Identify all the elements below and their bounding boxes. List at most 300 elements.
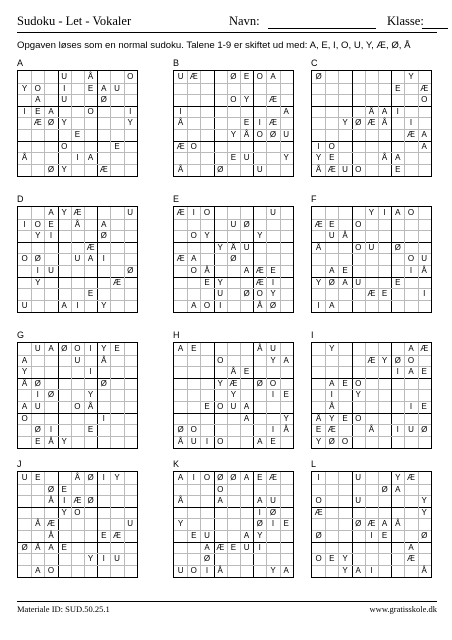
empty-cell[interactable]: [227, 518, 240, 530]
empty-cell[interactable]: [404, 83, 417, 95]
empty-cell[interactable]: [18, 565, 31, 577]
empty-cell[interactable]: [124, 300, 137, 312]
empty-cell[interactable]: [71, 553, 84, 565]
empty-cell[interactable]: [325, 106, 338, 118]
empty-cell[interactable]: [312, 117, 325, 129]
empty-cell[interactable]: [110, 94, 123, 106]
empty-cell[interactable]: [174, 507, 187, 519]
empty-cell[interactable]: [110, 207, 123, 219]
empty-cell[interactable]: [240, 507, 253, 519]
empty-cell[interactable]: [391, 71, 404, 83]
empty-cell[interactable]: [266, 401, 279, 413]
empty-cell[interactable]: [18, 389, 31, 401]
empty-cell[interactable]: [124, 83, 137, 95]
empty-cell[interactable]: [187, 389, 200, 401]
empty-cell[interactable]: [280, 366, 293, 378]
empty-cell[interactable]: [365, 265, 378, 277]
empty-cell[interactable]: [71, 265, 84, 277]
empty-cell[interactable]: [280, 207, 293, 219]
empty-cell[interactable]: [312, 265, 325, 277]
empty-cell[interactable]: [240, 424, 253, 436]
empty-cell[interactable]: [84, 164, 97, 176]
empty-cell[interactable]: [325, 484, 338, 496]
empty-cell[interactable]: [325, 288, 338, 300]
empty-cell[interactable]: [404, 288, 417, 300]
empty-cell[interactable]: [58, 219, 71, 231]
empty-cell[interactable]: [253, 565, 266, 577]
empty-cell[interactable]: [187, 484, 200, 496]
empty-cell[interactable]: [200, 94, 213, 106]
empty-cell[interactable]: [227, 106, 240, 118]
empty-cell[interactable]: [18, 277, 31, 289]
empty-cell[interactable]: [84, 265, 97, 277]
empty-cell[interactable]: [214, 518, 227, 530]
empty-cell[interactable]: [200, 219, 213, 231]
empty-cell[interactable]: [187, 366, 200, 378]
empty-cell[interactable]: [18, 242, 31, 254]
empty-cell[interactable]: [124, 507, 137, 519]
empty-cell[interactable]: [227, 553, 240, 565]
empty-cell[interactable]: [280, 230, 293, 242]
empty-cell[interactable]: [44, 152, 57, 164]
empty-cell[interactable]: [325, 366, 338, 378]
empty-cell[interactable]: [378, 436, 391, 448]
empty-cell[interactable]: [338, 401, 351, 413]
empty-cell[interactable]: [110, 219, 123, 231]
empty-cell[interactable]: [240, 300, 253, 312]
empty-cell[interactable]: [391, 436, 404, 448]
empty-cell[interactable]: [253, 553, 266, 565]
empty-cell[interactable]: [391, 542, 404, 554]
empty-cell[interactable]: [84, 94, 97, 106]
empty-cell[interactable]: [280, 71, 293, 83]
empty-cell[interactable]: [253, 207, 266, 219]
empty-cell[interactable]: [240, 83, 253, 95]
empty-cell[interactable]: [124, 424, 137, 436]
empty-cell[interactable]: [174, 366, 187, 378]
empty-cell[interactable]: [174, 389, 187, 401]
empty-cell[interactable]: [365, 378, 378, 390]
empty-cell[interactable]: [365, 495, 378, 507]
empty-cell[interactable]: [18, 265, 31, 277]
empty-cell[interactable]: [18, 164, 31, 176]
empty-cell[interactable]: [227, 207, 240, 219]
empty-cell[interactable]: [352, 94, 365, 106]
empty-cell[interactable]: [391, 389, 404, 401]
empty-cell[interactable]: [31, 413, 44, 425]
empty-cell[interactable]: [44, 300, 57, 312]
empty-cell[interactable]: [365, 253, 378, 265]
empty-cell[interactable]: [352, 129, 365, 141]
empty-cell[interactable]: [31, 288, 44, 300]
empty-cell[interactable]: [338, 253, 351, 265]
empty-cell[interactable]: [378, 389, 391, 401]
empty-cell[interactable]: [58, 530, 71, 542]
empty-cell[interactable]: [391, 413, 404, 425]
empty-cell[interactable]: [124, 389, 137, 401]
empty-cell[interactable]: [404, 242, 417, 254]
empty-cell[interactable]: [391, 507, 404, 519]
empty-cell[interactable]: [253, 389, 266, 401]
empty-cell[interactable]: [214, 230, 227, 242]
empty-cell[interactable]: [58, 230, 71, 242]
empty-cell[interactable]: [418, 542, 431, 554]
empty-cell[interactable]: [391, 288, 404, 300]
empty-cell[interactable]: [418, 219, 431, 231]
empty-cell[interactable]: [312, 230, 325, 242]
empty-cell[interactable]: [404, 300, 417, 312]
empty-cell[interactable]: [214, 389, 227, 401]
empty-cell[interactable]: [338, 129, 351, 141]
empty-cell[interactable]: [71, 164, 84, 176]
empty-cell[interactable]: [391, 141, 404, 153]
empty-cell[interactable]: [240, 230, 253, 242]
empty-cell[interactable]: [338, 242, 351, 254]
empty-cell[interactable]: [418, 389, 431, 401]
empty-cell[interactable]: [325, 472, 338, 484]
empty-cell[interactable]: [227, 507, 240, 519]
empty-cell[interactable]: [325, 253, 338, 265]
empty-cell[interactable]: [352, 507, 365, 519]
empty-cell[interactable]: [110, 484, 123, 496]
empty-cell[interactable]: [227, 565, 240, 577]
empty-cell[interactable]: [71, 484, 84, 496]
empty-cell[interactable]: [378, 253, 391, 265]
empty-cell[interactable]: [391, 530, 404, 542]
empty-cell[interactable]: [71, 94, 84, 106]
empty-cell[interactable]: [71, 378, 84, 390]
empty-cell[interactable]: [31, 141, 44, 153]
empty-cell[interactable]: [44, 288, 57, 300]
empty-cell[interactable]: [280, 484, 293, 496]
empty-cell[interactable]: [352, 253, 365, 265]
empty-cell[interactable]: [266, 366, 279, 378]
empty-cell[interactable]: [253, 424, 266, 436]
empty-cell[interactable]: [280, 253, 293, 265]
empty-cell[interactable]: [84, 436, 97, 448]
empty-cell[interactable]: [31, 71, 44, 83]
empty-cell[interactable]: [174, 300, 187, 312]
empty-cell[interactable]: [58, 265, 71, 277]
empty-cell[interactable]: [365, 436, 378, 448]
empty-cell[interactable]: [338, 530, 351, 542]
empty-cell[interactable]: [280, 495, 293, 507]
empty-cell[interactable]: [338, 389, 351, 401]
empty-cell[interactable]: [110, 389, 123, 401]
empty-cell[interactable]: [187, 288, 200, 300]
empty-cell[interactable]: [124, 542, 137, 554]
empty-cell[interactable]: [58, 518, 71, 530]
empty-cell[interactable]: [312, 484, 325, 496]
empty-cell[interactable]: [174, 152, 187, 164]
empty-cell[interactable]: [214, 530, 227, 542]
empty-cell[interactable]: [391, 378, 404, 390]
empty-cell[interactable]: [227, 117, 240, 129]
empty-cell[interactable]: [84, 507, 97, 519]
empty-cell[interactable]: [97, 366, 110, 378]
empty-cell[interactable]: [97, 141, 110, 153]
empty-cell[interactable]: [391, 94, 404, 106]
empty-cell[interactable]: [253, 366, 266, 378]
empty-cell[interactable]: [352, 553, 365, 565]
empty-cell[interactable]: [280, 472, 293, 484]
empty-cell[interactable]: [31, 129, 44, 141]
empty-cell[interactable]: [365, 129, 378, 141]
empty-cell[interactable]: [44, 277, 57, 289]
empty-cell[interactable]: [84, 207, 97, 219]
empty-cell[interactable]: [214, 207, 227, 219]
empty-cell[interactable]: [404, 219, 417, 231]
empty-cell[interactable]: [31, 495, 44, 507]
empty-cell[interactable]: [418, 71, 431, 83]
empty-cell[interactable]: [365, 152, 378, 164]
empty-cell[interactable]: [31, 507, 44, 519]
empty-cell[interactable]: [280, 141, 293, 153]
empty-cell[interactable]: [325, 117, 338, 129]
empty-cell[interactable]: [253, 242, 266, 254]
empty-cell[interactable]: [110, 265, 123, 277]
empty-cell[interactable]: [378, 565, 391, 577]
empty-cell[interactable]: [240, 378, 253, 390]
empty-cell[interactable]: [110, 542, 123, 554]
empty-cell[interactable]: [418, 378, 431, 390]
empty-cell[interactable]: [187, 106, 200, 118]
empty-cell[interactable]: [110, 436, 123, 448]
empty-cell[interactable]: [187, 164, 200, 176]
empty-cell[interactable]: [280, 507, 293, 519]
empty-cell[interactable]: [97, 129, 110, 141]
empty-cell[interactable]: [110, 507, 123, 519]
name-field[interactable]: [268, 28, 376, 29]
empty-cell[interactable]: [200, 106, 213, 118]
empty-cell[interactable]: [214, 71, 227, 83]
empty-cell[interactable]: [325, 355, 338, 367]
empty-cell[interactable]: [338, 106, 351, 118]
empty-cell[interactable]: [44, 507, 57, 519]
empty-cell[interactable]: [391, 300, 404, 312]
empty-cell[interactable]: [253, 219, 266, 231]
empty-cell[interactable]: [338, 288, 351, 300]
empty-cell[interactable]: [187, 413, 200, 425]
empty-cell[interactable]: [124, 94, 137, 106]
empty-cell[interactable]: [200, 507, 213, 519]
empty-cell[interactable]: [338, 207, 351, 219]
empty-cell[interactable]: [200, 343, 213, 355]
empty-cell[interactable]: [352, 530, 365, 542]
empty-cell[interactable]: [365, 71, 378, 83]
empty-cell[interactable]: [404, 413, 417, 425]
empty-cell[interactable]: [18, 288, 31, 300]
empty-cell[interactable]: [174, 530, 187, 542]
empty-cell[interactable]: [18, 129, 31, 141]
empty-cell[interactable]: [404, 436, 417, 448]
empty-cell[interactable]: [174, 230, 187, 242]
empty-cell[interactable]: [187, 152, 200, 164]
empty-cell[interactable]: [200, 288, 213, 300]
empty-cell[interactable]: [44, 401, 57, 413]
empty-cell[interactable]: [352, 265, 365, 277]
empty-cell[interactable]: [280, 378, 293, 390]
empty-cell[interactable]: [18, 94, 31, 106]
empty-cell[interactable]: [266, 141, 279, 153]
empty-cell[interactable]: [58, 378, 71, 390]
empty-cell[interactable]: [378, 265, 391, 277]
empty-cell[interactable]: [365, 94, 378, 106]
empty-cell[interactable]: [174, 288, 187, 300]
empty-cell[interactable]: [124, 366, 137, 378]
empty-cell[interactable]: [174, 401, 187, 413]
empty-cell[interactable]: [240, 553, 253, 565]
empty-cell[interactable]: [312, 518, 325, 530]
empty-cell[interactable]: [124, 288, 137, 300]
empty-cell[interactable]: [253, 141, 266, 153]
empty-cell[interactable]: [44, 141, 57, 153]
empty-cell[interactable]: [97, 265, 110, 277]
empty-cell[interactable]: [418, 277, 431, 289]
empty-cell[interactable]: [338, 94, 351, 106]
empty-cell[interactable]: [97, 542, 110, 554]
empty-cell[interactable]: [240, 355, 253, 367]
empty-cell[interactable]: [200, 484, 213, 496]
empty-cell[interactable]: [71, 413, 84, 425]
empty-cell[interactable]: [124, 413, 137, 425]
empty-cell[interactable]: [378, 378, 391, 390]
empty-cell[interactable]: [312, 565, 325, 577]
empty-cell[interactable]: [404, 389, 417, 401]
empty-cell[interactable]: [71, 518, 84, 530]
empty-cell[interactable]: [174, 542, 187, 554]
empty-cell[interactable]: [338, 343, 351, 355]
empty-cell[interactable]: [58, 288, 71, 300]
empty-cell[interactable]: [404, 378, 417, 390]
empty-cell[interactable]: [110, 413, 123, 425]
empty-cell[interactable]: [253, 355, 266, 367]
empty-cell[interactable]: [266, 230, 279, 242]
empty-cell[interactable]: [391, 253, 404, 265]
empty-cell[interactable]: [174, 94, 187, 106]
empty-cell[interactable]: [187, 117, 200, 129]
empty-cell[interactable]: [325, 507, 338, 519]
empty-cell[interactable]: [365, 141, 378, 153]
empty-cell[interactable]: [365, 366, 378, 378]
empty-cell[interactable]: [325, 542, 338, 554]
empty-cell[interactable]: [110, 129, 123, 141]
empty-cell[interactable]: [18, 424, 31, 436]
empty-cell[interactable]: [187, 242, 200, 254]
empty-cell[interactable]: [31, 366, 44, 378]
empty-cell[interactable]: [58, 277, 71, 289]
empty-cell[interactable]: [266, 242, 279, 254]
empty-cell[interactable]: [97, 484, 110, 496]
empty-cell[interactable]: [404, 507, 417, 519]
empty-cell[interactable]: [110, 366, 123, 378]
empty-cell[interactable]: [58, 553, 71, 565]
empty-cell[interactable]: [71, 83, 84, 95]
empty-cell[interactable]: [352, 207, 365, 219]
empty-cell[interactable]: [31, 484, 44, 496]
empty-cell[interactable]: [200, 83, 213, 95]
empty-cell[interactable]: [391, 219, 404, 231]
empty-cell[interactable]: [214, 94, 227, 106]
empty-cell[interactable]: [404, 106, 417, 118]
empty-cell[interactable]: [84, 518, 97, 530]
empty-cell[interactable]: [124, 484, 137, 496]
empty-cell[interactable]: [71, 141, 84, 153]
empty-cell[interactable]: [352, 542, 365, 554]
empty-cell[interactable]: [200, 424, 213, 436]
empty-cell[interactable]: [391, 343, 404, 355]
empty-cell[interactable]: [378, 553, 391, 565]
empty-cell[interactable]: [418, 518, 431, 530]
empty-cell[interactable]: [58, 242, 71, 254]
empty-cell[interactable]: [200, 253, 213, 265]
empty-cell[interactable]: [187, 507, 200, 519]
empty-cell[interactable]: [44, 94, 57, 106]
empty-cell[interactable]: [110, 152, 123, 164]
empty-cell[interactable]: [338, 355, 351, 367]
empty-cell[interactable]: [227, 343, 240, 355]
empty-cell[interactable]: [18, 530, 31, 542]
empty-cell[interactable]: [110, 230, 123, 242]
empty-cell[interactable]: [365, 389, 378, 401]
empty-cell[interactable]: [174, 484, 187, 496]
empty-cell[interactable]: [44, 472, 57, 484]
empty-cell[interactable]: [253, 152, 266, 164]
empty-cell[interactable]: [391, 565, 404, 577]
empty-cell[interactable]: [214, 424, 227, 436]
empty-cell[interactable]: [280, 277, 293, 289]
empty-cell[interactable]: [58, 366, 71, 378]
empty-cell[interactable]: [84, 117, 97, 129]
empty-cell[interactable]: [378, 71, 391, 83]
empty-cell[interactable]: [418, 230, 431, 242]
empty-cell[interactable]: [124, 242, 137, 254]
empty-cell[interactable]: [31, 553, 44, 565]
empty-cell[interactable]: [266, 83, 279, 95]
empty-cell[interactable]: [404, 518, 417, 530]
empty-cell[interactable]: [18, 71, 31, 83]
empty-cell[interactable]: [71, 242, 84, 254]
empty-cell[interactable]: [352, 343, 365, 355]
empty-cell[interactable]: [391, 265, 404, 277]
empty-cell[interactable]: [325, 565, 338, 577]
empty-cell[interactable]: [58, 413, 71, 425]
empty-cell[interactable]: [404, 94, 417, 106]
empty-cell[interactable]: [227, 355, 240, 367]
empty-cell[interactable]: [124, 253, 137, 265]
empty-cell[interactable]: [312, 288, 325, 300]
empty-cell[interactable]: [227, 277, 240, 289]
empty-cell[interactable]: [174, 277, 187, 289]
empty-cell[interactable]: [214, 366, 227, 378]
empty-cell[interactable]: [187, 355, 200, 367]
empty-cell[interactable]: [97, 106, 110, 118]
empty-cell[interactable]: [404, 141, 417, 153]
empty-cell[interactable]: [174, 219, 187, 231]
empty-cell[interactable]: [352, 141, 365, 153]
empty-cell[interactable]: [240, 495, 253, 507]
empty-cell[interactable]: [124, 230, 137, 242]
empty-cell[interactable]: [44, 253, 57, 265]
empty-cell[interactable]: [378, 472, 391, 484]
empty-cell[interactable]: [418, 300, 431, 312]
empty-cell[interactable]: [18, 553, 31, 565]
empty-cell[interactable]: [418, 242, 431, 254]
empty-cell[interactable]: [174, 129, 187, 141]
empty-cell[interactable]: [110, 164, 123, 176]
empty-cell[interactable]: [110, 518, 123, 530]
empty-cell[interactable]: [71, 542, 84, 554]
